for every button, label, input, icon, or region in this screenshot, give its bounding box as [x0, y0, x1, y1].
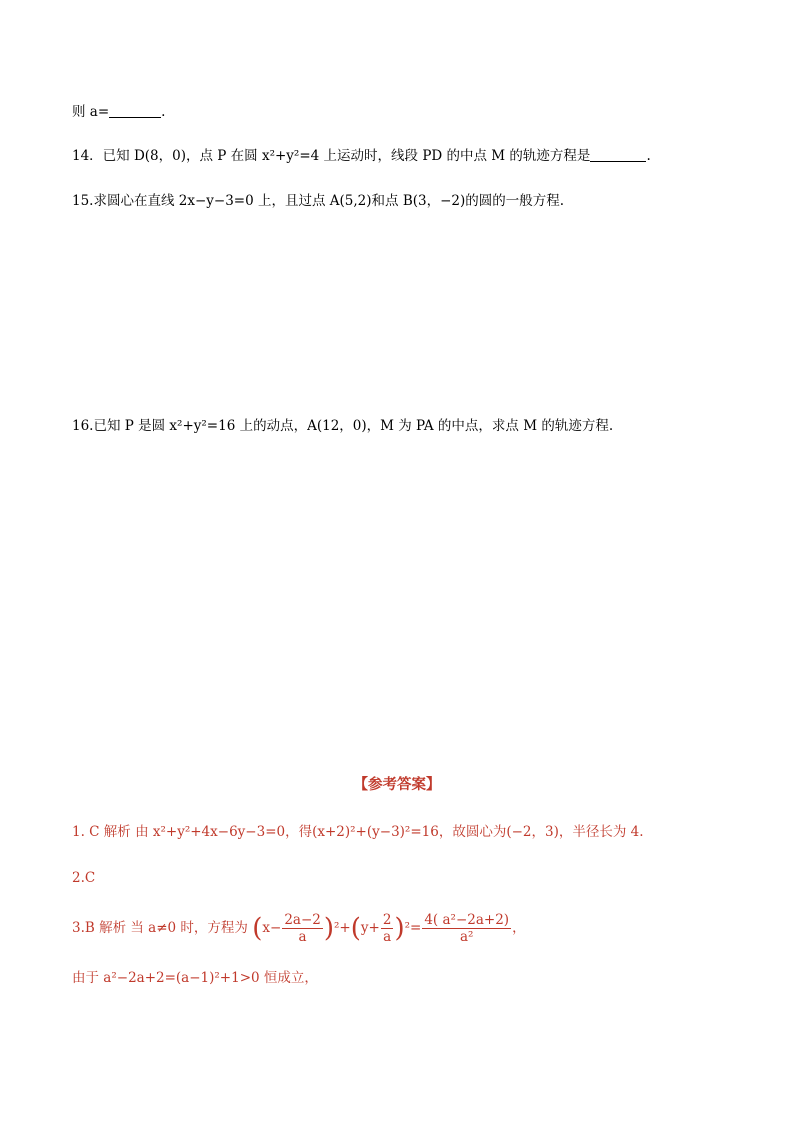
fraction-1 — [282, 912, 323, 945]
q13-period: . — [161, 104, 166, 120]
answers-title: 【参考答案】 — [353, 777, 441, 793]
fraction-1-numerator: 2a−2 — [284, 912, 321, 928]
answer-3 — [72, 908, 526, 948]
fraction-2 — [381, 912, 394, 945]
q14-text: 14．已知 D(8，0)，点 P 在圆 x²+y²=4 上运动时，线段 PD 的中点 M 的轨迹方程是 — [72, 148, 591, 164]
paren-close: ) — [323, 913, 335, 944]
answer-blank — [109, 105, 161, 118]
fraction-2-numerator: 2 — [382, 912, 392, 928]
answer-3-label: 3.B 解析 当 a≠0 时，方程为 — [72, 920, 248, 936]
answer-1-text: 1. C 解析 由 x²+y²+4x−6y−3=0，得(x+2)²+(y−3)²=16，故圆心为(−2，3)，半径长为 4. — [72, 824, 644, 840]
fraction-2-prefix: y+ — [360, 920, 380, 936]
q15-text: 15.求圆心在直线 2x−y−3=0 上，且过点 A(5,2)和点 B(3，−2)的圆的一般方程. — [72, 193, 565, 209]
fraction-1-denominator: a — [298, 929, 307, 945]
answer-4-text: 由于 a²−2a+2=(a−1)²+1>0 恒成立， — [72, 970, 318, 986]
square-plus: ²+ — [334, 920, 351, 936]
answer-2-text: 2.C — [72, 870, 96, 886]
paren-close: ) — [394, 913, 405, 944]
fraction-2-denominator: a — [383, 929, 392, 945]
answer-2 — [72, 869, 95, 887]
answer-1 — [72, 823, 644, 841]
question-16 — [72, 417, 613, 435]
fraction-1-prefix: x− — [262, 920, 282, 936]
q13-text: 则 a= — [72, 104, 110, 120]
answer-4 — [72, 969, 318, 987]
q14-period: . — [646, 148, 651, 164]
square-equals: ²= — [404, 920, 422, 936]
q16-text: 16.已知 P 是圆 x²+y²=16 上的动点，A(12，0)，M 为 PA 的中点，求点 M 的轨迹方程. — [72, 418, 614, 434]
question-15 — [72, 192, 564, 210]
question-13-tail — [72, 103, 165, 121]
answer-3-comma: ， — [512, 920, 526, 936]
fraction-3 — [422, 912, 511, 945]
fraction-3-numerator: 4( a²−2a+2) — [424, 912, 510, 928]
paren-open: ( — [252, 913, 263, 944]
fraction-3-denominator: a² — [459, 929, 474, 945]
question-14 — [72, 147, 651, 165]
paren-open: ( — [350, 913, 361, 944]
answer-blank — [590, 149, 646, 162]
